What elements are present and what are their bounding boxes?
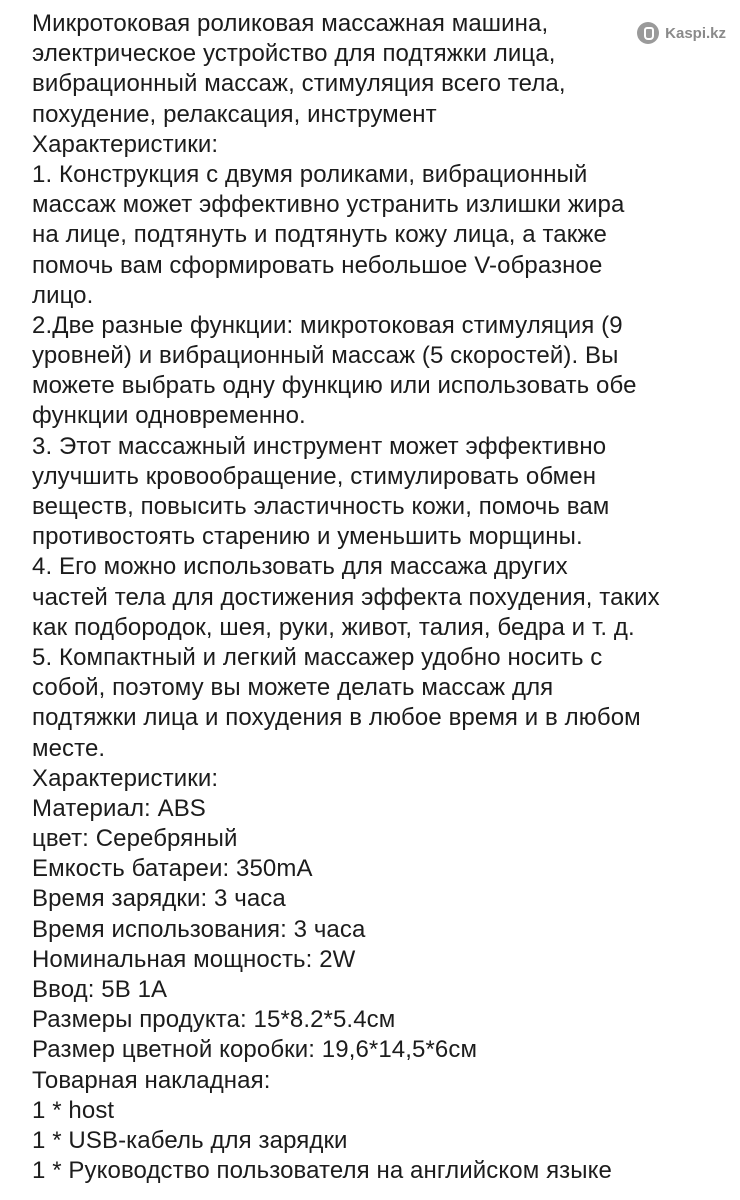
spec-line: Материал: ABS (32, 794, 206, 822)
feature-line: веществ, повысить эластичность кожи, помочь вам (32, 493, 610, 520)
feature-line: как подбородок, шея, руки, живот, талия, бедра и т. д. (32, 613, 635, 641)
spec-line: цвет: Серебряный (32, 825, 238, 853)
feature-line: функции одновременно. (32, 402, 306, 430)
feature-line: лицо. (32, 281, 94, 309)
description-line: электрическое устройство для подтяжки лица, (32, 40, 556, 68)
feature-line: частей тела для достижения эффекта похудения, таких (32, 583, 660, 611)
package-item: 1 * Руководство пользователя на английском языке (32, 1157, 612, 1185)
spec-line: Емкость батареи: 350mA (32, 855, 313, 883)
package-item: 1 * USB-кабель для зарядки (32, 1126, 348, 1154)
section-heading: Товарная накладная: (32, 1066, 271, 1094)
feature-line: можете выбрать одну функцию или использовать обе (32, 372, 637, 400)
spec-line: Размер цветной коробки: 19,6*14,5*6см (32, 1036, 478, 1064)
feature-line: противостоять старению и уменьшить морщины. (32, 523, 583, 551)
package-item: 1 * host (32, 1096, 115, 1124)
product-description (32, 9, 732, 1186)
description-line: похудение, релаксация, инструмент (32, 100, 437, 128)
spec-line: Ввод: 5В 1А (32, 976, 168, 1003)
spec-line: Время использования: 3 часа (32, 915, 366, 943)
watermark-label: Kaspi.kz (665, 24, 726, 42)
spec-line: Номинальная мощность: 2W (32, 945, 356, 973)
spec-line: Время зарядки: 3 часа (32, 885, 286, 913)
feature-line: массаж может эффективно устранить излишки жира (32, 191, 625, 219)
section-heading: Характеристики: (32, 764, 219, 792)
feature-line: 3. Этот массажный инструмент может эффективно (32, 432, 607, 460)
feature-line: уровней) и вибрационный массаж (5 скоростей). Вы (32, 342, 619, 370)
feature-line: собой, поэтому вы можете делать массаж для (32, 674, 554, 702)
spec-line: Размеры продукта: 15*8.2*5.4см (32, 1006, 396, 1034)
feature-line: 5. Компактный и легкий массажер удобно носить с (32, 643, 603, 671)
feature-line: 4. Его можно использовать для массажа других (32, 553, 568, 581)
feature-line: на лице, подтянуть и подтянуть кожу лица, а также (32, 221, 607, 249)
feature-line: 2.Две разные функции: микротоковая стимуляция (9 (32, 311, 623, 339)
section-heading: Характеристики: (32, 130, 219, 158)
description-line: Микротоковая роликовая массажная машина, (32, 10, 549, 37)
feature-line: помочь вам сформировать небольшое V-образное (32, 251, 603, 279)
feature-line: месте. (32, 734, 106, 762)
feature-line: 1. Конструкция с двумя роликами, вибрационный (32, 160, 588, 188)
feature-line: подтяжки лица и похудения в любое время и в любом (32, 704, 641, 732)
description-line: вибрационный массаж, стимуляция всего тела, (32, 70, 566, 98)
feature-line: улучшить кровообращение, стимулировать обмен (32, 462, 597, 490)
